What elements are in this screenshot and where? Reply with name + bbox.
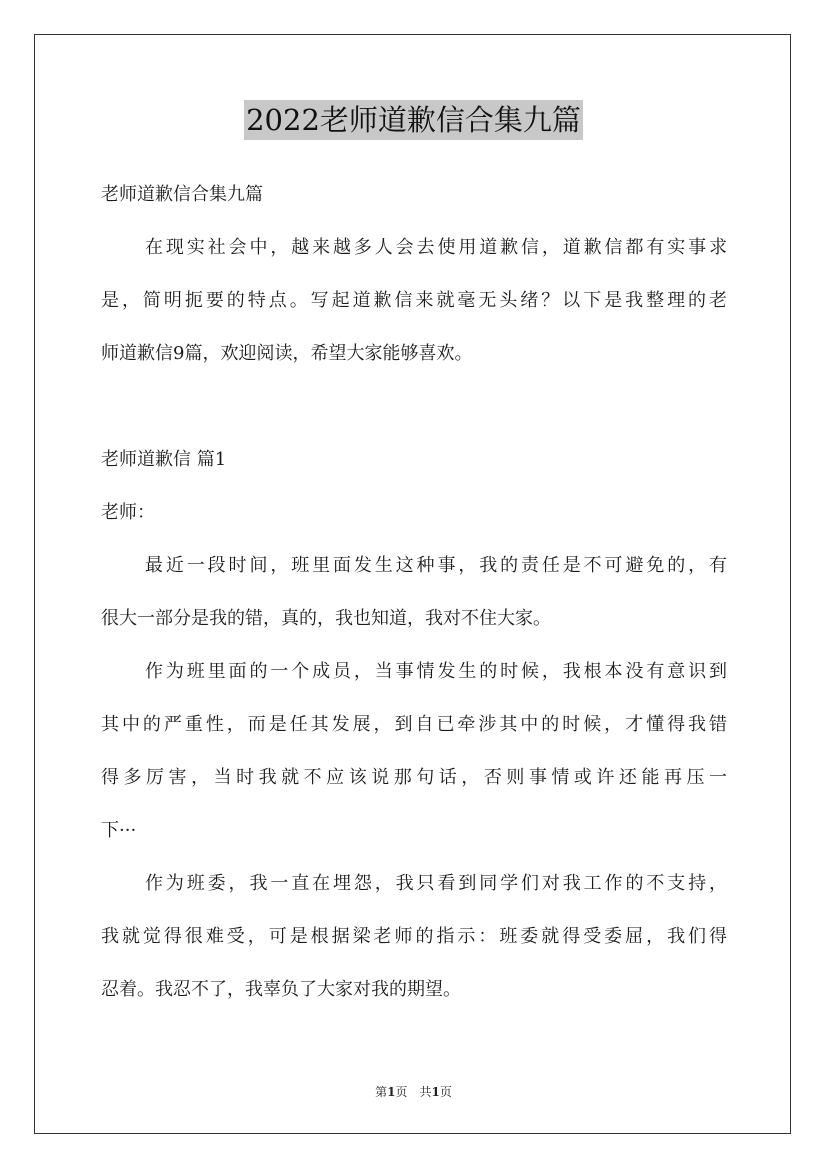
paragraph-line: 作为班委，我一直在埋怨，我只看到同学们对我工作的不支持， (145, 873, 727, 894)
paragraph-line: 得多厉害，当时我就不应该说那句话，否则事情或许还能再压一 (101, 767, 727, 788)
paragraph-line: 下··· (101, 820, 137, 841)
paragraph-line: 作为班里面的一个成员，当事情发生的时候，我根本没有意识到 (145, 661, 727, 682)
intro-line: 是，简明扼要的特点。写起道歉信来就毫无头绪？以下是我整理的老 (101, 290, 727, 311)
page-mid: 页 共 (395, 1085, 432, 1099)
title-container (0, 100, 827, 140)
page-prefix: 第 (375, 1085, 388, 1099)
paragraph-line: 忍着。我忍不了，我辜负了大家对我的期望。 (101, 979, 461, 1000)
page-footer (0, 1083, 827, 1100)
intro-line: 师道歉信9篇，欢迎阅读，希望大家能够喜欢。 (101, 343, 473, 364)
document-subtitle: 老师道歉信合集九篇 (101, 184, 263, 205)
page-current: 1 (387, 1085, 396, 1099)
page-total: 1 (431, 1085, 440, 1099)
page-suffix: 页 (439, 1085, 452, 1099)
paragraph-gap (101, 380, 727, 433)
document-body (101, 168, 727, 1016)
paragraph-line: 我就觉得很难受，可是根据梁老师的指示：班委就得受委屈，我们得 (101, 926, 727, 947)
salutation: 老师： (101, 502, 155, 523)
paragraph-line: 其中的严重性，而是任其发展，到自已牵涉其中的时候，才懂得我错 (101, 714, 727, 735)
intro-line: 在现实社会中，越来越多人会去使用道歉信，道歉信都有实事求 (145, 237, 727, 258)
paragraph-line: 最近一段时间，班里面发生这种事，我的责任是不可避免的，有 (145, 555, 727, 576)
paragraph-line: 很大一部分是我的错，真的，我也知道，我对不住大家。 (101, 608, 551, 629)
document-title: 2022老师道歉信合集九篇 (244, 100, 583, 140)
section-heading: 老师道歉信 篇1 (101, 449, 227, 470)
